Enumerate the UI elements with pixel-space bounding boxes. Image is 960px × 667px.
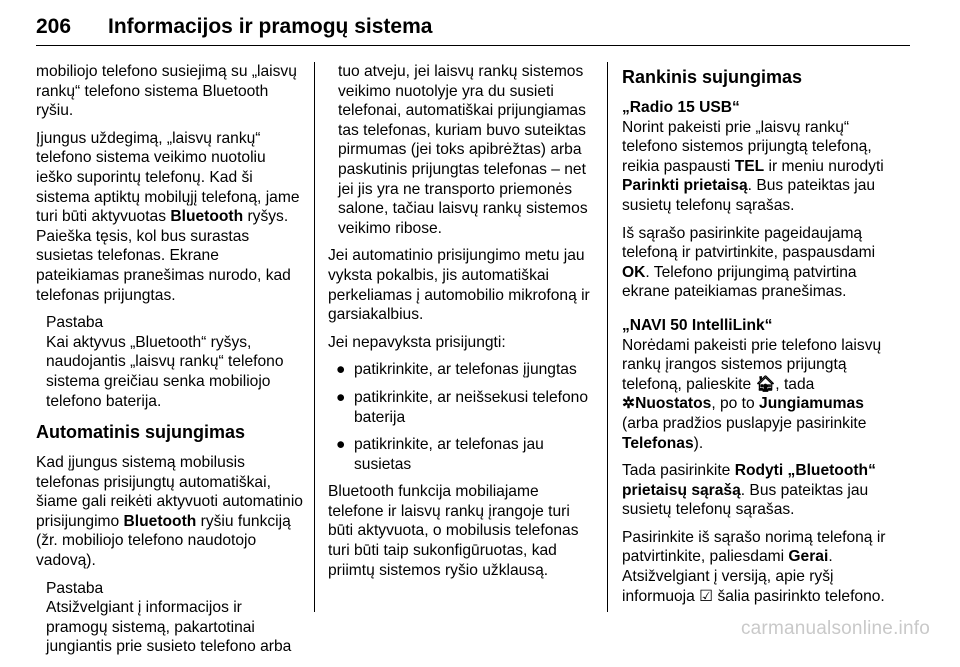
column-middle <box>328 62 598 588</box>
list-item: ● patikrinkite, ar telefonas įjungtas <box>336 361 577 379</box>
column-left <box>36 62 306 667</box>
paragraph: Pasirinkite iš sąrašo norimą telefoną ir patvirtinkite, paliesdami Gerai. Atsižvelgiant į versiją, apie ryšį informuoja ☑ šalia pasirinkto telefono. <box>622 528 886 605</box>
bullet-icon: ● <box>336 361 346 379</box>
bullet-icon: ● <box>336 388 346 406</box>
note-heading: Pastaba <box>46 579 104 597</box>
paragraph: mobiliojo telefono susiejimą su „laisvų rankų“ telefono sistema Bluetooth ryšiu. <box>36 63 297 120</box>
paragraph: Norint pakeisti prie „laisvų rankų“ telefono sistemos prijungtą telefoną, reikia paspausti TEL ir meniu nurodyti Parinkti prietaisą. Bus pateiktas jau susietų telefonų sąrašas. <box>622 118 884 214</box>
column-divider <box>314 62 315 612</box>
bullet-icon: ● <box>336 436 346 454</box>
page-header <box>36 8 910 46</box>
note-box <box>46 579 306 657</box>
section-heading: Automatinis sujungimas <box>36 422 246 443</box>
checkbox-icon: ☑ <box>699 587 714 605</box>
bullet-list <box>328 360 598 474</box>
gear-icon: ✲ <box>622 395 636 413</box>
subsection-heading: „Radio 15 USB“ <box>622 99 740 116</box>
page-number: 206 <box>36 15 72 38</box>
note-heading: Pastaba <box>46 314 104 332</box>
paragraph: Jei nepavyksta prisijungti: <box>328 333 506 351</box>
subsection-heading: „NAVI 50 IntelliLink“ <box>622 316 773 334</box>
note-box <box>46 313 306 411</box>
paragraph: Norėdami pakeisti prie telefono laisvų rankų įrangos sistemos prijungtą telefoną, palieskite 🏠︎, tada ✲Nuostatos, po to Jungiamumas (arba pradžios puslapyje pasirinkite Telefonas). <box>622 336 882 452</box>
page-title: Informacijos ir pramogų sistema <box>108 15 433 38</box>
note-continuation: tuo atveju, jei laisvų rankų sistemos veikimo nuotolyje yra du susieti telefonai, automatiškai prijungiamas tas telefonas, kuriam buvo suteiktas pirmumas (jei toks apibrėžtas) arba paskutinis prijungtas telefonas – net jei jis yra ne transporto priemonės salone, tačiau laisvų rankų sistemos veikimo ribose. <box>338 63 588 237</box>
watermark: carmanualsonline.info <box>740 618 930 639</box>
note-text: Atsižvelgiant į informacijos ir pramogų sistemą, pakartotinai jungiantis prie susieto telefono arba <box>46 599 292 656</box>
paragraph: Įjungus uždegimą, „laisvų rankų“ telefono sistema veikimo nuotoliu ieško suporintų telefonų. Kad ši sistema aptiktų mobilųjį telefoną, jame turi būti aktyvuotas Bluetooth ryšys. Paieška tęsis, kol bus surastas susietas telefonas. Ekrane pateikiamas pranešimas nurodo, kad telefonas prijungtas. <box>36 129 300 304</box>
home-icon: 🏠︎ <box>755 375 776 393</box>
list-item: ● patikrinkite, ar telefonas jau susietas <box>336 436 544 473</box>
paragraph: Bluetooth funkcija mobiliajame telefone ir laisvų rankų įrangoje turi būti aktyvuota, o mobilusis telefonas turi būti taip sukonfigūruotas, kad priimtų sistemos ryšio užklausą. <box>328 483 579 579</box>
column-divider <box>607 62 608 612</box>
list-item: ● patikrinkite, ar neišsekusi telefono baterija <box>336 388 589 426</box>
note-text: Kai aktyvus „Bluetooth“ ryšys, naudojantis „laisvų rankų“ telefono sistema greičiau senka mobiliojo telefono baterija. <box>46 333 284 410</box>
paragraph: Tada pasirinkite Rodyti „Bluetooth“ prietaisų sąrašą. Bus pateiktas jau susietų telefonų sąrašas. <box>622 462 876 519</box>
column-right <box>622 62 890 614</box>
paragraph: Jei automatinio prisijungimo metu jau vyksta pokalbis, jis automatiškai perkeliamas į automobilio mikrofoną ir garsiakalbius. <box>328 247 590 324</box>
paragraph: Kad įjungus sistemą mobilusis telefonas prisijungtų automatiškai, šiame gali reikėti aktyvuoti automatinio prisijungimo Bluetooth ryšiu funkciją (žr. mobiliojo telefono naudotojo vadovą). <box>36 454 303 570</box>
paragraph: Iš sąrašo pasirinkite pageidaujamą telefoną ir patvirtinkite, paspausdami OK. Telefono prijungimą patvirtina ekrane pateikiamas pranešimas. <box>622 224 876 301</box>
section-heading: Rankinis sujungimas <box>622 67 803 87</box>
